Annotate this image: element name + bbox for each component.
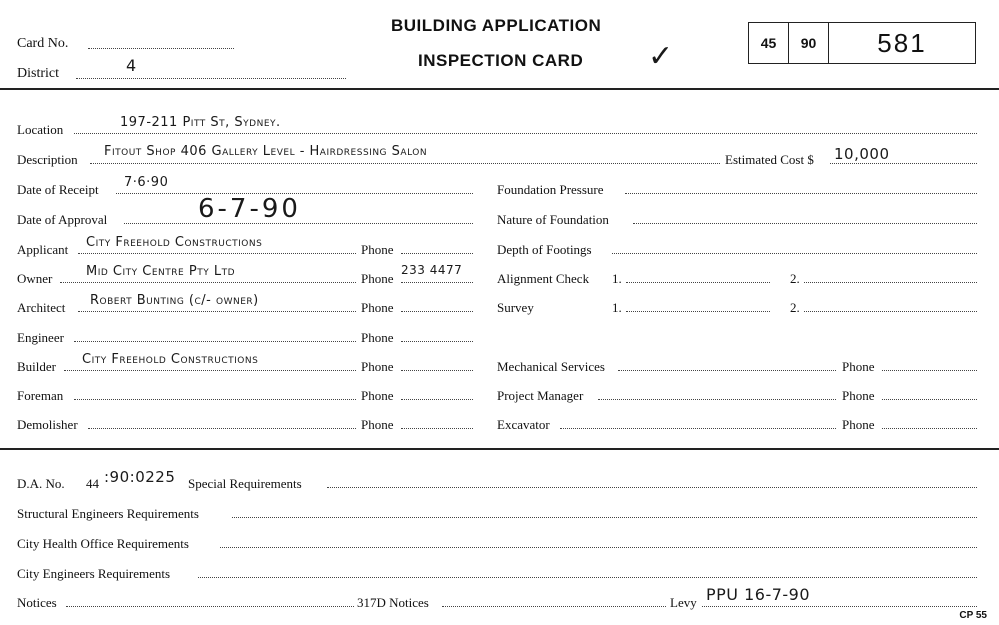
mechanical-phone-label: Phone — [842, 359, 875, 374]
architect-phone-label: Phone — [361, 300, 394, 315]
number-box-cell-2: 90 — [789, 23, 829, 63]
builder-field — [64, 370, 356, 371]
district-label: District — [17, 66, 59, 81]
divider-top — [0, 88, 999, 90]
number-box-cell-1: 45 — [749, 23, 789, 63]
structural-label: Structural Engineers Requirements — [17, 506, 199, 521]
form-title-line1: BUILDING APPLICATION — [391, 16, 602, 35]
foreman-label: Foreman — [17, 388, 64, 403]
owner-phone-value: 233 4477 — [401, 263, 463, 277]
applicant-field — [78, 253, 356, 254]
owner-phone-field — [401, 282, 473, 283]
depth-footings-field — [612, 253, 977, 254]
engineer-phone-label: Phone — [361, 330, 394, 345]
mechanical-field — [618, 370, 836, 371]
health-label: City Health Office Requirements — [17, 536, 189, 551]
date-receipt-value: 7·6·90 — [124, 175, 169, 190]
builder-phone-field — [401, 370, 473, 371]
form-title-line2: INSPECTION CARD — [418, 51, 584, 70]
demolisher-label: Demolisher — [17, 417, 78, 432]
notices-field — [66, 606, 354, 607]
depth-footings-label: Depth of Footings — [497, 242, 592, 257]
form-code: CP 55 — [959, 610, 987, 621]
nature-foundation-field — [633, 223, 977, 224]
nature-foundation-label: Nature of Foundation — [497, 212, 609, 227]
mechanical-phone-field — [882, 370, 977, 371]
applicant-label: Applicant — [17, 242, 69, 257]
da-no-handwritten: :90:0225 — [104, 468, 176, 486]
location-field — [74, 133, 977, 134]
special-requirements-label: Special Requirements — [188, 476, 302, 491]
estimated-cost-label: Estimated Cost $ — [725, 152, 814, 167]
foundation-pressure-field — [625, 193, 977, 194]
project-manager-phone-field — [882, 399, 977, 400]
owner-field — [60, 282, 356, 283]
project-manager-label: Project Manager — [497, 388, 584, 403]
builder-value: City Freehold Constructions — [82, 352, 259, 367]
demolisher-phone-field — [401, 428, 473, 429]
structural-field — [232, 517, 977, 518]
description-value: Fitout Shop 406 Gallery Level - Hairdressing Salon — [104, 144, 428, 159]
estimated-cost-field — [830, 163, 977, 164]
date-approval-value: 6-7-90 — [198, 194, 301, 224]
excavator-phone-field — [882, 428, 977, 429]
city-engineers-label: City Engineers Requirements — [17, 566, 171, 581]
engineer-label: Engineer — [17, 330, 64, 345]
foreman-field — [74, 399, 356, 400]
card-number-box — [748, 22, 976, 64]
applicant-phone-field — [401, 253, 473, 254]
card-no-label: Card No. — [17, 36, 69, 51]
tick-mark: ✓ — [648, 39, 674, 74]
foundation-pressure-label: Foundation Pressure — [497, 182, 604, 197]
builder-phone-label: Phone — [361, 359, 394, 374]
alignment-check-1-field — [626, 282, 770, 283]
architect-value: Robert Bunting (c/- owner) — [90, 293, 259, 308]
demolisher-phone-label: Phone — [361, 417, 394, 432]
district-field — [76, 78, 346, 79]
demolisher-field — [88, 428, 356, 429]
excavator-field — [560, 428, 836, 429]
levy-value: PPU 16-7-90 — [706, 585, 811, 604]
alignment-check-label: Alignment Check — [497, 271, 590, 286]
survey-1-field — [626, 311, 770, 312]
description-label: Description — [17, 152, 78, 167]
mechanical-label: Mechanical Services — [497, 359, 605, 374]
architect-field — [78, 311, 356, 312]
city-engineers-field — [198, 577, 977, 578]
survey-2-label: 2. — [790, 300, 800, 315]
divider-middle — [0, 448, 999, 450]
alignment-check-2-field — [804, 282, 977, 283]
notices-label: Notices — [17, 595, 57, 610]
excavator-phone-label: Phone — [842, 417, 875, 432]
owner-phone-label: Phone — [361, 271, 394, 286]
levy-label: Levy — [670, 595, 697, 610]
district-value: 4 — [126, 56, 137, 75]
location-label: Location — [17, 122, 64, 137]
project-manager-phone-label: Phone — [842, 388, 875, 403]
survey-label: Survey — [497, 300, 534, 315]
survey-1-label: 1. — [612, 300, 622, 315]
description-field — [90, 163, 720, 164]
estimated-cost-value: 10,000 — [834, 145, 890, 163]
project-manager-field — [598, 399, 836, 400]
applicant-phone-label: Phone — [361, 242, 394, 257]
levy-field — [702, 606, 977, 607]
notices-317d-field — [442, 606, 666, 607]
architect-phone-field — [401, 311, 473, 312]
foreman-phone-field — [401, 399, 473, 400]
engineer-phone-field — [401, 341, 473, 342]
builder-label: Builder — [17, 359, 56, 374]
health-field — [220, 547, 977, 548]
engineer-field — [74, 341, 356, 342]
da-no-printed: 44 — [86, 476, 99, 491]
applicant-value: City Freehold Constructions — [86, 235, 263, 250]
survey-2-field — [804, 311, 977, 312]
special-requirements-field — [327, 487, 977, 488]
card-no-field — [88, 48, 234, 49]
number-box-cell-3: 581 — [877, 27, 927, 58]
location-value: 197-211 Pitt St, Sydney. — [120, 115, 281, 130]
architect-label: Architect — [17, 300, 66, 315]
excavator-label: Excavator — [497, 417, 550, 432]
notices-317d-label: 317D Notices — [357, 595, 429, 610]
alignment-check-2-label: 2. — [790, 271, 800, 286]
foreman-phone-label: Phone — [361, 388, 394, 403]
owner-label: Owner — [17, 271, 53, 286]
date-approval-label: Date of Approval — [17, 212, 108, 227]
date-receipt-label: Date of Receipt — [17, 182, 99, 197]
owner-value: Mid City Centre Pty Ltd — [86, 264, 235, 279]
da-no-label: D.A. No. — [17, 476, 65, 491]
alignment-check-1-label: 1. — [612, 271, 622, 286]
